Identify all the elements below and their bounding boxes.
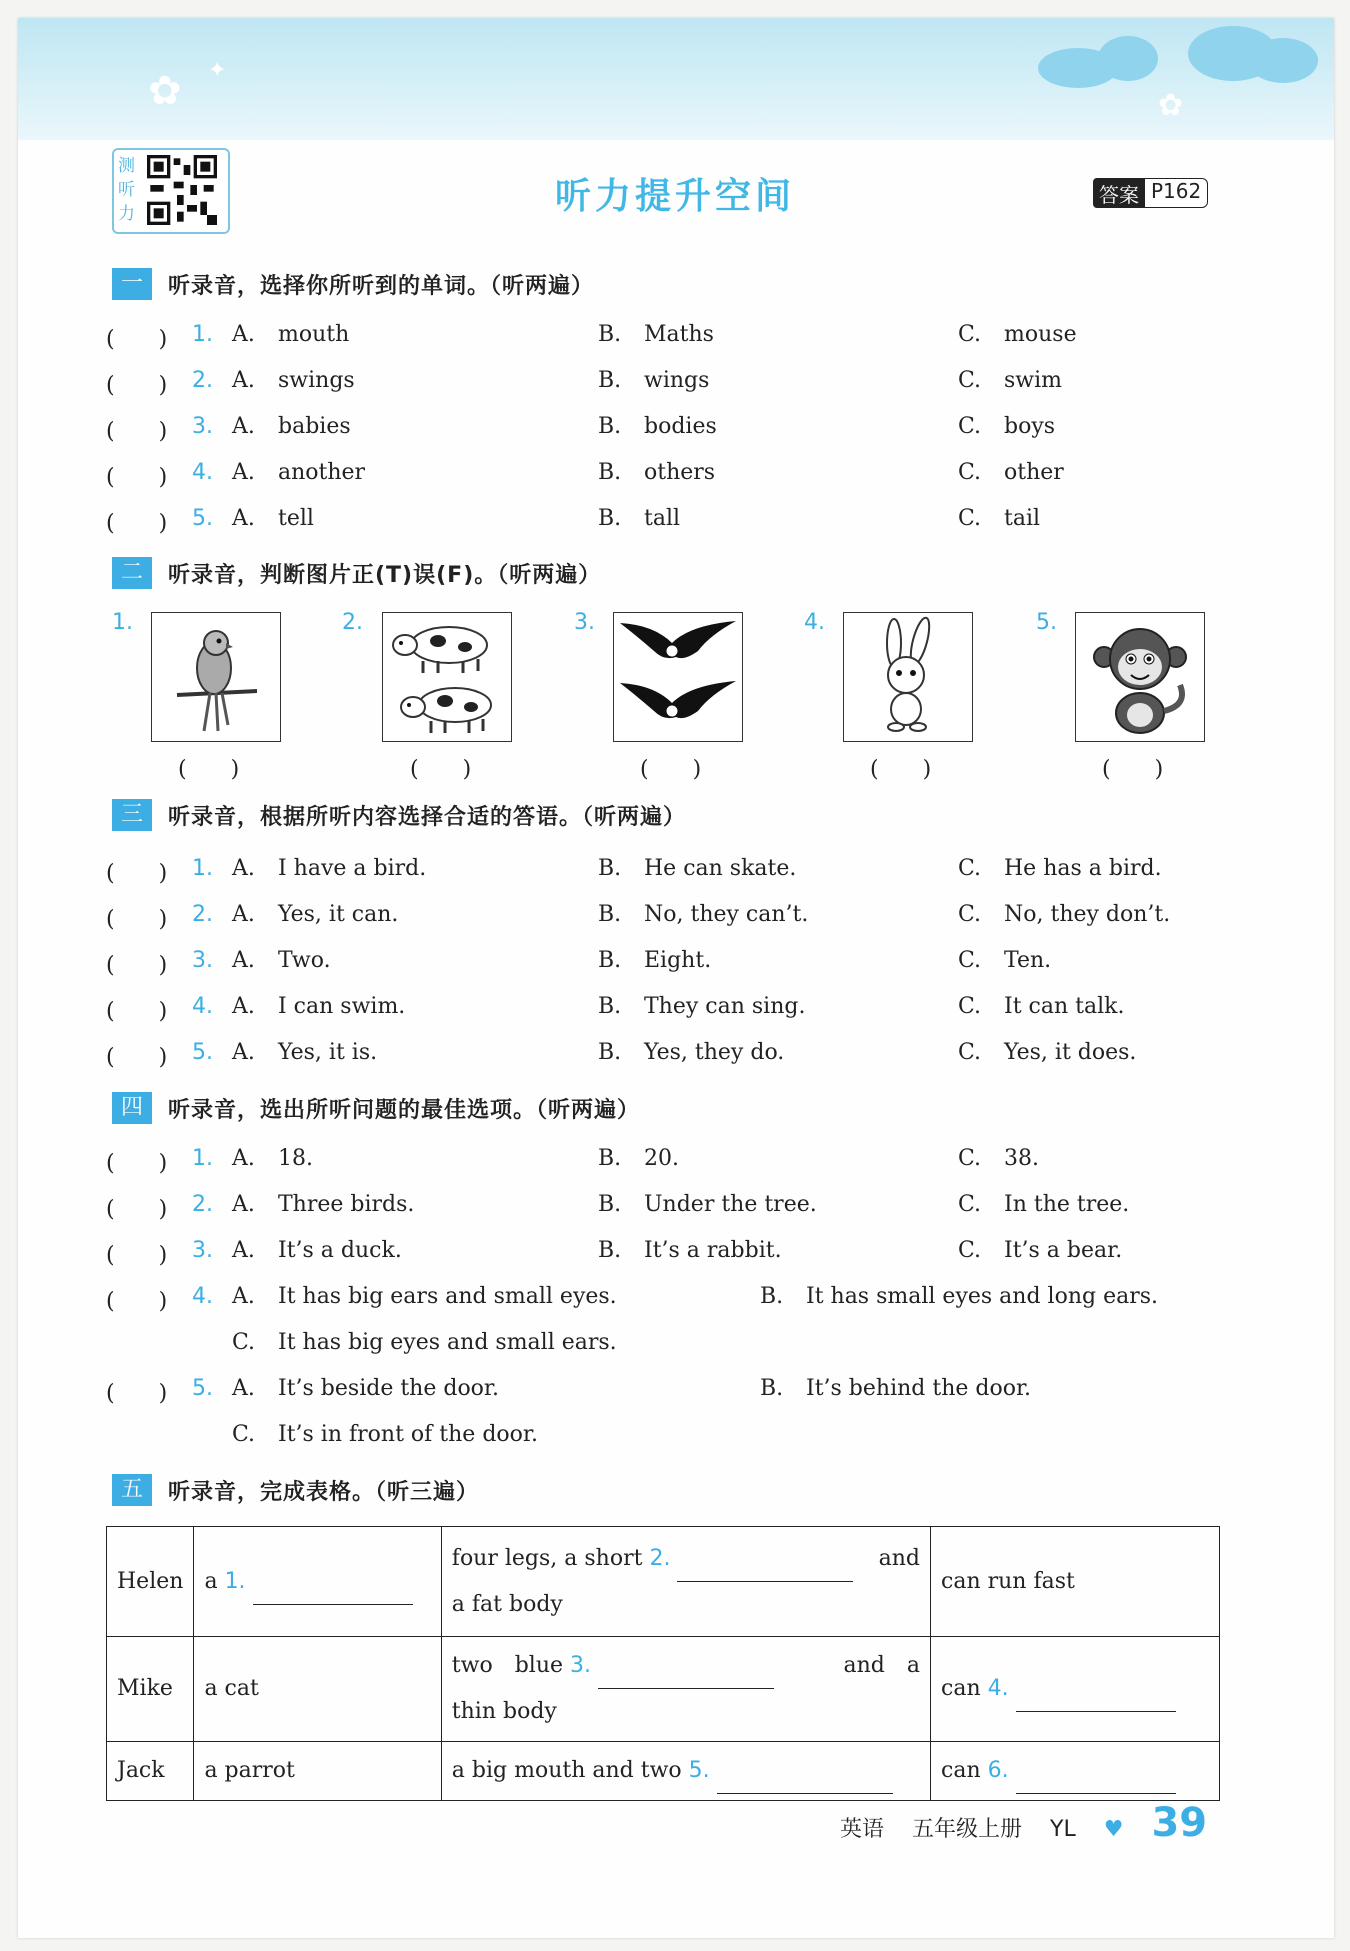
option-a-text: another: [278, 460, 366, 485]
answer-blank[interactable]: [717, 1767, 893, 1794]
cows-icon: [383, 613, 511, 741]
answer-parens[interactable]: ( ): [106, 1289, 168, 1314]
header-banner: [18, 18, 1334, 140]
leaf-icon: ♥: [1103, 1817, 1124, 1842]
blank-number: 5.: [688, 1758, 710, 1783]
answer-blank[interactable]: [677, 1555, 853, 1582]
question-number: 5.: [192, 506, 213, 531]
option-c-letter: C.: [958, 1192, 982, 1217]
answer-parens[interactable]: ( ): [106, 1197, 168, 1222]
answer-parens[interactable]: ( ): [106, 511, 168, 536]
option-c-text: other: [1004, 460, 1064, 485]
name-cell: Jack: [107, 1742, 194, 1801]
page-number: 39: [1151, 1800, 1208, 1846]
option-c-letter: C.: [958, 506, 982, 531]
question-row: [106, 1040, 1216, 1074]
pet-cell: a cat: [194, 1637, 441, 1742]
option-b-text: others: [644, 460, 716, 485]
section-3-header: [112, 797, 686, 833]
option-a-text: Two.: [278, 948, 331, 973]
option-c-letter: C.: [958, 322, 982, 347]
picture-4: [843, 612, 973, 742]
option-a-letter: A.: [232, 1284, 255, 1309]
option-a-text: Yes, it is.: [278, 1040, 378, 1065]
picture-5: [1075, 612, 1205, 742]
option-b-letter: B.: [598, 414, 622, 439]
option-b-text: It’s a rabbit.: [644, 1238, 782, 1263]
qr-label: 测听力: [118, 156, 135, 224]
question-row: [106, 948, 1216, 982]
question-row: [106, 1238, 1216, 1272]
option-b-letter: B.: [760, 1284, 784, 1309]
option-b-letter: B.: [598, 368, 622, 393]
table-row: [107, 1527, 1220, 1637]
option-a-letter: A.: [232, 368, 255, 393]
parrot-icon: [152, 613, 280, 741]
option-b-text: No, they can’t.: [644, 902, 809, 927]
section-number: 四: [112, 1092, 152, 1124]
option-b-text: bodies: [644, 414, 717, 439]
option-c-letter: C.: [958, 460, 982, 485]
option-b-letter: B.: [598, 994, 622, 1019]
option-b-letter: B.: [598, 1146, 622, 1171]
option-c-letter: C.: [958, 1040, 982, 1065]
section-number: 三: [112, 799, 152, 831]
picture-number: 4.: [804, 610, 825, 635]
table-row: [107, 1742, 1220, 1801]
option-b-text: tall: [644, 506, 681, 531]
question-number: 4.: [192, 460, 213, 485]
body-cell: [441, 1742, 930, 1801]
question-row: [106, 460, 1216, 494]
option-c-text: It’s in front of the door.: [278, 1422, 538, 1447]
body-cell: [441, 1637, 930, 1742]
question-number: 4.: [192, 994, 213, 1019]
option-a-letter: A.: [232, 414, 255, 439]
answer-blank[interactable]: [598, 1662, 774, 1689]
option-c-text: In the tree.: [1004, 1192, 1130, 1217]
option-c-text: tail: [1004, 506, 1041, 531]
cell-text: can: [941, 1676, 981, 1701]
flower-icon: ✿: [148, 68, 182, 114]
answer-blank[interactable]: [253, 1578, 413, 1605]
question-row-5-cont: [106, 1422, 1216, 1456]
option-c-letter: C.: [958, 994, 982, 1019]
option-a-text: It’s beside the door.: [278, 1376, 500, 1401]
section-number: 二: [112, 557, 152, 589]
option-b-letter: B.: [598, 506, 622, 531]
option-a-text: I can swim.: [278, 994, 406, 1019]
option-c-text: It’s a bear.: [1004, 1238, 1123, 1263]
option-b-letter: B.: [598, 948, 622, 973]
picture-number: 5.: [1036, 610, 1057, 635]
option-c-text: It has big eyes and small ears.: [278, 1330, 617, 1355]
option-b-letter: B.: [598, 460, 622, 485]
answer-parens[interactable]: ( ): [106, 1243, 168, 1268]
option-a-letter: A.: [232, 1376, 255, 1401]
blank-number: 3.: [570, 1653, 592, 1678]
answer-blank[interactable]: [1016, 1685, 1176, 1712]
option-a-letter: A.: [232, 1238, 255, 1263]
question-row-4: [106, 1284, 1216, 1318]
option-c-letter: C.: [232, 1422, 256, 1447]
cell-text: and: [878, 1545, 921, 1571]
option-b-letter: B.: [598, 902, 622, 927]
cell-text: thin body: [451, 1699, 557, 1724]
option-a-letter: A.: [232, 994, 255, 1019]
answer-parens[interactable]: ( ): [410, 757, 472, 782]
option-a-text: mouth: [278, 322, 350, 347]
option-c-text: It can talk.: [1004, 994, 1125, 1019]
option-b-letter: B.: [598, 1192, 622, 1217]
blank-number: 1.: [224, 1568, 246, 1594]
option-a-text: Three birds.: [278, 1192, 415, 1217]
cell-text: and a: [843, 1653, 921, 1678]
section-title: 听录音，选出所听问题的最佳选项。（听两遍）: [168, 1097, 641, 1123]
cell-text: two blue: [451, 1653, 564, 1678]
option-c-letter: C.: [958, 414, 982, 439]
option-a-letter: A.: [232, 1192, 255, 1217]
option-a-text: Yes, it can.: [278, 902, 399, 927]
option-c-text: Yes, it does.: [1004, 1040, 1137, 1065]
option-a-text: It has big ears and small eyes.: [278, 1284, 617, 1309]
cell-text: a: [204, 1568, 218, 1594]
answer-parens[interactable]: ( ): [106, 861, 168, 886]
option-a-letter: A.: [232, 322, 255, 347]
question-number: 2.: [192, 902, 213, 927]
question-row: [106, 414, 1216, 448]
answer-page: P162: [1145, 178, 1208, 208]
eagles-icon: [614, 613, 742, 741]
option-a-text: swings: [278, 368, 355, 393]
blank-number: 2.: [649, 1545, 671, 1571]
section-title: 听录音，判断图片正(T)误(F)。（听两遍）: [168, 562, 602, 588]
option-a-text: 18.: [278, 1146, 313, 1171]
section-title: 听录音，根据所听内容选择合适的答语。（听两遍）: [168, 804, 687, 830]
rabbit-icon: [844, 613, 972, 741]
answer-parens[interactable]: ( ): [106, 1381, 168, 1406]
option-b-text: Maths: [644, 322, 714, 347]
option-b-letter: B.: [760, 1376, 784, 1401]
option-b-text: They can sing.: [644, 994, 806, 1019]
answer-parens[interactable]: ( ): [640, 757, 702, 782]
section-number: 五: [112, 1474, 152, 1506]
question-number: 3.: [192, 1238, 213, 1263]
option-c-letter: C.: [958, 368, 982, 393]
question-number: 1.: [192, 856, 213, 881]
option-b-letter: B.: [598, 1238, 622, 1263]
option-b-text: Eight.: [644, 948, 712, 973]
option-c-letter: C.: [958, 902, 982, 927]
option-b-text: wings: [644, 368, 710, 393]
section-1-header: [112, 266, 594, 302]
option-b-text: Under the tree.: [644, 1192, 817, 1217]
question-number: 5.: [192, 1376, 213, 1401]
picture-1: [151, 612, 281, 742]
option-a-letter: A.: [232, 948, 255, 973]
option-c-text: swim: [1004, 368, 1063, 393]
page-footer: [840, 1800, 1207, 1846]
section-4-header: [112, 1090, 640, 1126]
option-c-letter: C.: [958, 948, 982, 973]
option-c-letter: C.: [958, 1238, 982, 1263]
option-a-text: It’s a duck.: [278, 1238, 402, 1263]
option-c-text: mouse: [1004, 322, 1077, 347]
question-number: 4.: [192, 1284, 213, 1309]
page-title: 听力提升空间: [554, 176, 795, 217]
section-5-header: [112, 1472, 479, 1508]
monkey-icon: [1076, 613, 1204, 741]
option-a-text: I have a bird.: [278, 856, 427, 881]
option-b-text: 20.: [644, 1146, 679, 1171]
question-row-4-cont: [106, 1330, 1216, 1364]
fill-table: [106, 1526, 1220, 1801]
option-b-letter: B.: [598, 1040, 622, 1065]
option-c-letter: C.: [232, 1330, 256, 1355]
picture-number: 2.: [342, 610, 363, 635]
option-a-text: babies: [278, 414, 351, 439]
answer-reference: [1093, 178, 1208, 208]
option-c-text: He has a bird.: [1004, 856, 1162, 881]
pet-cell: [194, 1527, 441, 1637]
question-number: 3.: [192, 948, 213, 973]
option-a-letter: A.: [232, 856, 255, 881]
option-b-text: He can skate.: [644, 856, 797, 881]
flower-icon-2: ✿: [1158, 88, 1184, 123]
option-c-letter: C.: [958, 1146, 982, 1171]
option-a-letter: A.: [232, 902, 255, 927]
question-row: [106, 322, 1216, 356]
option-c-letter: C.: [958, 856, 982, 881]
question-row: [106, 368, 1216, 402]
answer-label: 答案: [1093, 178, 1145, 208]
option-a-text: tell: [278, 506, 314, 531]
section-number: 一: [112, 268, 152, 300]
answer-parens[interactable]: ( ): [1102, 757, 1164, 782]
answer-parens[interactable]: ( ): [106, 953, 168, 978]
option-b-text: It’s behind the door.: [806, 1376, 1032, 1401]
question-row: [106, 1146, 1216, 1180]
option-c-text: boys: [1004, 414, 1056, 439]
question-number: 3.: [192, 414, 213, 439]
option-a-letter: A.: [232, 460, 255, 485]
blank-number: 4.: [987, 1676, 1009, 1701]
cell-text: four legs, a short: [451, 1545, 643, 1571]
ability-cell: [931, 1742, 1220, 1801]
name-cell: Mike: [107, 1637, 194, 1742]
picture-number: 1.: [112, 610, 133, 635]
question-row: [106, 994, 1216, 1028]
question-row: [106, 856, 1216, 890]
footer-grade: 五年级上册: [912, 1817, 1023, 1842]
question-number: 2.: [192, 1192, 213, 1217]
answer-parens[interactable]: ( ): [178, 757, 240, 782]
answer-parens[interactable]: ( ): [106, 419, 168, 444]
question-row: [106, 902, 1216, 936]
option-b-text: It has small eyes and long ears.: [806, 1284, 1158, 1309]
pet-cell: a parrot: [194, 1742, 441, 1801]
option-a-letter: A.: [232, 1146, 255, 1171]
question-number: 1.: [192, 322, 213, 347]
option-c-text: Ten.: [1004, 948, 1052, 973]
question-number: 2.: [192, 368, 213, 393]
cell-text: a big mouth and two: [451, 1758, 682, 1783]
answer-parens[interactable]: ( ): [106, 327, 168, 352]
answer-parens[interactable]: ( ): [106, 907, 168, 932]
option-a-letter: A.: [232, 1040, 255, 1065]
blank-number: 6.: [987, 1758, 1009, 1783]
answer-parens[interactable]: ( ): [106, 1151, 168, 1176]
picture-2: [382, 612, 512, 742]
body-cell: [441, 1527, 930, 1637]
dragonfly-icon: ✦: [208, 58, 227, 83]
option-b-text: Yes, they do.: [644, 1040, 785, 1065]
option-b-letter: B.: [598, 856, 622, 881]
cell-text: a fat body: [451, 1591, 563, 1617]
question-row: [106, 506, 1216, 540]
picture-number: 3.: [574, 610, 595, 635]
question-number: 5.: [192, 1040, 213, 1065]
answer-parens[interactable]: ( ): [870, 757, 932, 782]
option-c-text: 38.: [1004, 1146, 1039, 1171]
answer-blank[interactable]: [1016, 1767, 1176, 1794]
answer-parens[interactable]: ( ): [106, 999, 168, 1024]
answer-parens[interactable]: ( ): [106, 465, 168, 490]
answer-parens[interactable]: ( ): [106, 373, 168, 398]
cell-text: can: [941, 1758, 981, 1783]
option-a-letter: A.: [232, 506, 255, 531]
question-row: [106, 1192, 1216, 1226]
table-row: [107, 1637, 1220, 1742]
ability-cell: [931, 1637, 1220, 1742]
footer-edition: YL: [1050, 1817, 1076, 1842]
section-2-header: [112, 555, 601, 591]
section-title: 听录音，完成表格。（听三遍）: [168, 1479, 480, 1505]
ability-cell: can run fast: [931, 1527, 1220, 1637]
section-title: 听录音，选择你所听到的单词。（听两遍）: [168, 273, 595, 299]
question-row-5: [106, 1376, 1216, 1410]
answer-parens[interactable]: ( ): [106, 1045, 168, 1070]
name-cell: Helen: [107, 1527, 194, 1637]
option-c-text: No, they don’t.: [1004, 902, 1171, 927]
question-number: 1.: [192, 1146, 213, 1171]
footer-subject: 英语: [840, 1817, 885, 1842]
picture-3: [613, 612, 743, 742]
option-b-letter: B.: [598, 322, 622, 347]
